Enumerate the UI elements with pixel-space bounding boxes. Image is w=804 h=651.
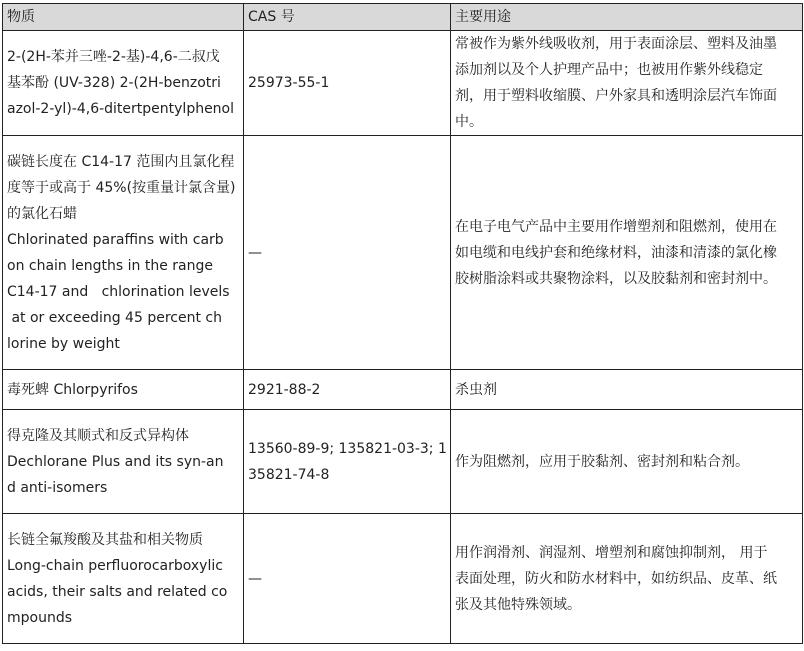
substance-cell	[3, 136, 244, 370]
cas-line: 13560-89-9; 135821-03-3; 1	[248, 440, 447, 457]
header-cas-number: CAS 号	[244, 4, 451, 31]
table-row	[3, 410, 803, 514]
substance-cell	[3, 514, 244, 644]
cas-cell	[244, 410, 451, 514]
substance-line: d anti-isomers	[7, 479, 108, 496]
substance-cell	[3, 31, 244, 136]
table-row	[3, 31, 803, 136]
substance-line: C14-17 and chlorination levels	[7, 283, 230, 300]
cas-cell: 2921-88-2	[244, 370, 451, 410]
use-cell	[451, 514, 803, 644]
substance-line: lorine by weight	[7, 335, 120, 352]
use-line: 剂，用于塑料收缩膜、户外家具和透明涂层汽车饰面	[455, 88, 777, 104]
use-cell	[451, 31, 803, 136]
substance-line: azol-2-yl)-4,6-ditertpentylphenol	[7, 101, 235, 117]
substance-line: Dechlorane Plus and its syn-an	[7, 453, 224, 470]
use-line: 杀虫剂	[455, 381, 497, 398]
table-header-row	[3, 4, 803, 31]
use-line: 在电子电气产品中主要用作增塑剂和阻燃剂，使用在	[455, 218, 777, 235]
substance-line: 度等于或高于 45%(按重量计氯含量)	[7, 179, 236, 196]
use-line: 添加剂以及个人护理产品中；也被用作紫外线稳定	[455, 62, 763, 78]
header-substance: 物质	[3, 4, 244, 31]
use-line: 胶树脂涂料或共聚物涂料，以及胶黏剂和密封剂中。	[455, 270, 777, 287]
substance-line: 长链全氟羧酸及其盐和相关物质	[7, 531, 203, 548]
use-line: 中。	[455, 114, 483, 130]
header-main-use: 主要用途	[451, 4, 803, 31]
substance-line: 的氯化石蜡	[7, 205, 77, 222]
substance-cell	[3, 370, 244, 410]
substance-table	[2, 3, 803, 644]
cas-cell: —	[244, 136, 451, 370]
substance-line: 毒死蜱 Chlorpyrifos	[7, 381, 138, 398]
substance-line: mpounds	[7, 609, 73, 626]
cas-cell: —	[244, 514, 451, 644]
use-cell	[451, 370, 803, 410]
substance-line: 碳链长度在 C14-17 范围内且氯化程	[7, 153, 235, 170]
substance-cell	[3, 410, 244, 514]
use-line: 常被作为紫外线吸收剂，用于表面涂层、塑料及油墨	[455, 36, 777, 52]
substance-line: 2-(2H-苯并三唑-2-基)-4,6-二叔戊	[7, 49, 220, 65]
cas-cell: 25973-55-1	[244, 31, 451, 136]
substance-line: Long-chain perfluorocarboxylic	[7, 557, 223, 574]
substance-line: at or exceeding 45 percent ch	[7, 309, 222, 326]
table-row	[3, 370, 803, 410]
table-row	[3, 514, 803, 644]
use-line: 张及其他特殊领域。	[455, 596, 581, 613]
use-line: 用作润滑剂、润湿剂、增塑剂和腐蚀抑制剂， 用于	[455, 544, 768, 561]
substance-line: 基苯酚 (UV-328) 2-(2H-benzotri	[7, 75, 221, 91]
use-cell	[451, 410, 803, 514]
substance-line: on chain lengths in the range	[7, 257, 213, 274]
use-cell	[451, 136, 803, 370]
use-line: 如电缆和电线护套和绝缘材料，油漆和清漆的氯化橡	[455, 244, 777, 261]
table-row	[3, 136, 803, 370]
substance-line: 得克隆及其顺式和反式异构体	[7, 427, 189, 444]
use-line: 表面处理，防火和防水材料中，如纺织品、皮革、纸	[455, 570, 777, 587]
substance-line: Chlorinated paraffins with carb	[7, 231, 224, 248]
substance-line: acids, their salts and related co	[7, 583, 228, 600]
use-line: 作为阻燃剂，应用于胶黏剂、密封剂和粘合剂。	[455, 453, 749, 470]
cas-line: 35821-74-8	[248, 466, 330, 483]
